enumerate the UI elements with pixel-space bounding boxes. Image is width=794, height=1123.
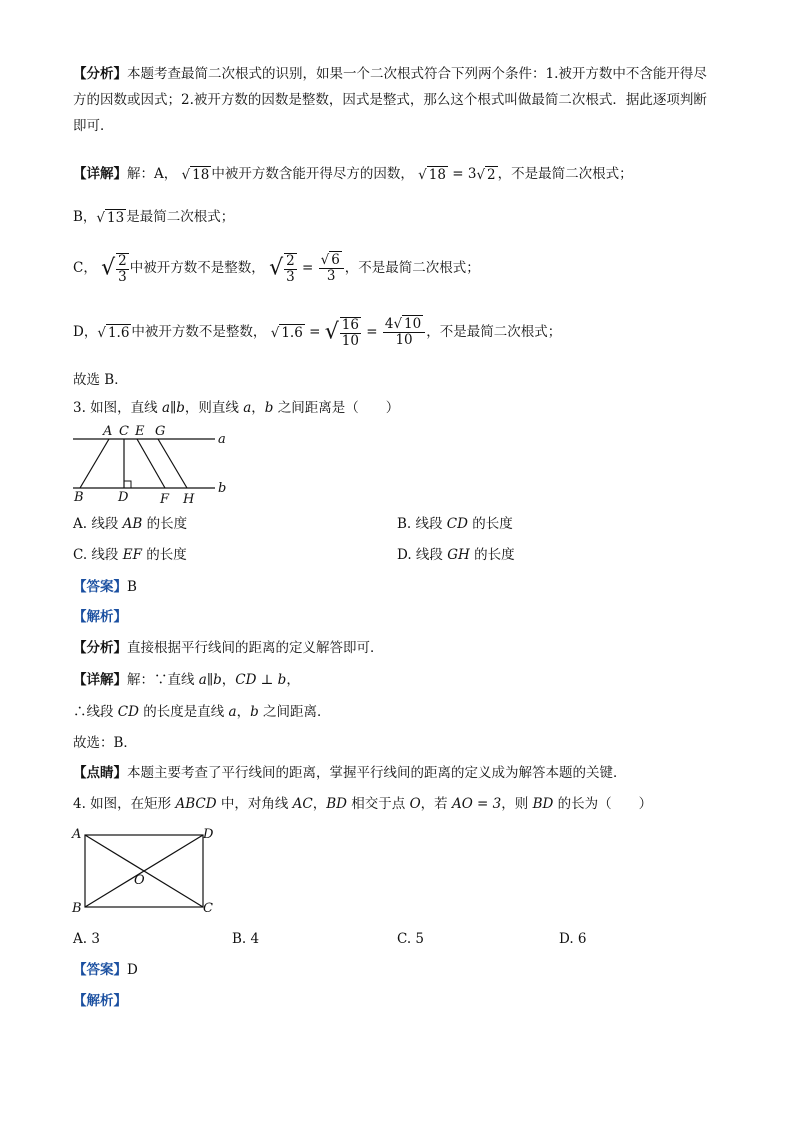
- detail-text: ，不是最简二次根式；: [497, 166, 633, 182]
- answer-tag: 【答案】: [73, 962, 127, 978]
- detail-text: 中被开方数不是整数，: [129, 260, 265, 276]
- label-d-point: D: [203, 827, 214, 842]
- label-h-point: H: [183, 492, 195, 507]
- detail-text: ，不是最简二次根式；: [344, 260, 480, 276]
- sqrt-fraction: √ $\frac{16}{10}$: [324, 316, 359, 349]
- q3-analysis: 【分析】直接根据平行线间的距离的定义解答即可．: [73, 640, 384, 656]
- detail-text: B，: [73, 209, 97, 225]
- label-d-point: D: [118, 490, 129, 505]
- fraction: $\frac{√ 6}{3}$: [319, 253, 344, 284]
- q3-jiexi: [73, 608, 127, 626]
- segment-ef: [137, 439, 165, 488]
- detail-text: 中被开方数不是整数，: [131, 324, 267, 340]
- q3-option-a: A. 线段 AB 的长度: [73, 516, 188, 532]
- q2-detail-a: [73, 165, 633, 184]
- fraction: $\frac{4√ 10}{10}$: [383, 317, 425, 348]
- analysis-tag: 【分析】: [73, 66, 127, 82]
- label-b-point: B: [74, 490, 84, 505]
- label-c-point: C: [203, 901, 213, 916]
- sqrt-fraction: √ $\frac{2}{3}$: [269, 252, 295, 285]
- label-g-point: G: [155, 424, 166, 439]
- q2-analysis-line2: 方的因数或因式；2.被开方数的因数是整数，因式是整式，那么这个根式叫做最简二次根式．据此逐项判断: [73, 92, 707, 108]
- label-f-point: F: [160, 492, 170, 507]
- q4-jiexi: [73, 992, 127, 1010]
- q4-answer: 【答案】D: [73, 962, 138, 978]
- q4-option-a: A. 3: [73, 931, 100, 947]
- analysis-text: 本题考查最简二次根式的识别，如果一个二次根式符合下列两个条件：1.被开方数中不含能开得尽: [127, 66, 707, 82]
- sqrt-expression: √ 1.6: [97, 324, 130, 341]
- q3-detail-line2: ∴线段 CD 的长度是直线 a，b 之间距离．: [73, 704, 331, 720]
- q3-option-d: D. 线段 GH 的长度: [397, 547, 515, 563]
- answer-tag: 【答案】: [73, 579, 127, 595]
- label-line-a: a: [218, 432, 226, 447]
- label-line-b: b: [218, 481, 227, 496]
- detail-text: C，: [73, 260, 97, 276]
- q4-option-c: C. 5: [397, 931, 425, 947]
- q3-option-c: C. 线段 EF 的长度: [73, 547, 187, 563]
- q3-detail-line1: 【详解】解：∵直线 a∥b，CD ⊥ b，: [73, 672, 300, 688]
- q3-remark: 【点睛】本题主要考查了平行线间的距离，掌握平行线间的距离的定义成为解答本题的关键．: [73, 765, 627, 781]
- label-b-point: B: [72, 901, 82, 916]
- q2-analysis-line1: [73, 65, 707, 83]
- right-angle-mark: [124, 481, 131, 488]
- sqrt-expression: √ 18: [418, 166, 446, 183]
- jiexi-tag: 【解析】: [73, 609, 127, 625]
- q4-option-b: B. 4: [232, 931, 260, 947]
- q4-stem: 4. 如图，在矩形 ABCD 中，对角线 AC，BD 相交于点 O，若 AO = 3，则 BD 的长为（ ）: [73, 796, 653, 812]
- detail-tag: 【详解】: [73, 166, 127, 182]
- label-c-point: C: [119, 424, 129, 439]
- q2-detail-b: [73, 208, 234, 227]
- detail-text: 解：A，: [127, 166, 178, 182]
- jiexi-tag: 【解析】: [73, 993, 127, 1009]
- sqrt-expression: √ 2: [476, 166, 496, 183]
- sqrt-expression: √ 13: [96, 209, 125, 226]
- detail-text: ，不是最简二次根式；: [426, 324, 562, 340]
- q3-option-b: B. 线段 CD 的长度: [397, 516, 513, 532]
- sqrt-fraction: √ $\frac{2}{3}$: [101, 252, 127, 285]
- label-a-point: A: [72, 827, 82, 842]
- segment-ab: [80, 439, 109, 488]
- segment-gh: [158, 439, 187, 488]
- q3-answer: 【答案】B: [73, 579, 137, 595]
- q4-rectangle-figure: [68, 822, 223, 917]
- detail-text: 是最简二次根式；: [126, 209, 235, 225]
- sqrt-expression: √ 18: [181, 166, 210, 183]
- q2-detail-c: C， √ $\frac{2}{3}$ 中被开方数不是整数， √ $\frac{2}{3}$ = $\frac{√ 6}{3}$ ，不是最简二次根式；: [73, 252, 480, 285]
- label-o-point: O: [134, 873, 145, 888]
- q3-parallel-lines-figure: [65, 420, 240, 508]
- label-a-point: A: [103, 424, 113, 439]
- sqrt-expression: √ 1.6: [270, 324, 303, 341]
- q2-detail-d: D，√ 1.6 中被开方数不是整数， √ 1.6 = √ $\frac{16}{10}$ = $\frac{4√ 10}{10}$ ，不是最简二次根式；: [73, 316, 562, 349]
- q3-stem: 3. 如图，直线 a∥b，则直线 a，b 之间距离是（ ）: [73, 400, 400, 416]
- label-e-point: E: [135, 424, 145, 439]
- detail-text: D，: [73, 324, 98, 340]
- q2-choose: 故选 B．: [73, 372, 128, 388]
- q3-choose: 故选：B．: [73, 735, 137, 751]
- q4-option-d: D. 6: [559, 931, 587, 947]
- q2-analysis-line3: 即可．: [73, 118, 114, 134]
- detail-text: 中被开方数含能开得尽方的因数，: [211, 166, 414, 182]
- equation-text: = 3: [452, 166, 477, 182]
